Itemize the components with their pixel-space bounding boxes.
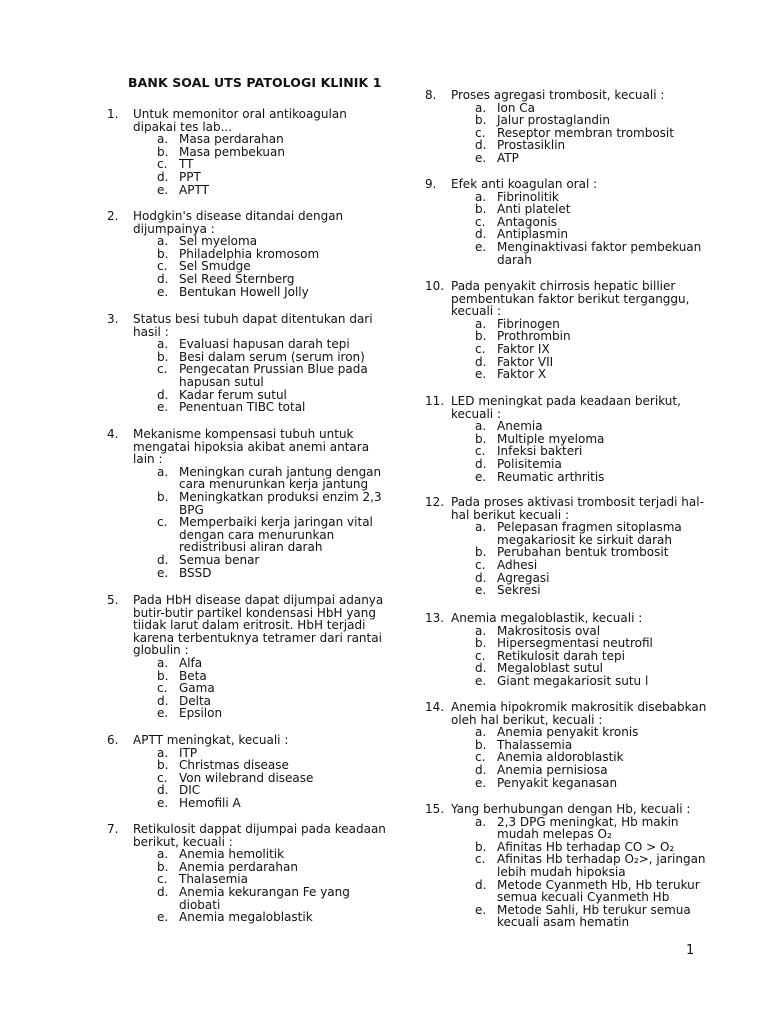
option-text: Gama (179, 681, 215, 696)
option-letter: e. (475, 239, 487, 254)
option-text: Meningkan curah jantung dengan cara menurunkan kerja jantung (179, 464, 382, 492)
option-letter: c. (475, 852, 486, 867)
option-text: ATP (497, 150, 519, 165)
option-text: Anemia penyakit kronis (497, 725, 639, 740)
option-letter: a. (157, 337, 169, 352)
option-text: Beta (179, 668, 207, 683)
question-text: LED meningkat pada keadaan berikut, kecuali : (451, 394, 681, 421)
option-letter: d. (475, 762, 487, 777)
option-text: Besi dalam serum (serum iron) (179, 349, 365, 364)
question-number: 5. (107, 593, 119, 607)
question-row (107, 734, 392, 747)
option-text: Sekresi (497, 583, 541, 598)
option-item (157, 707, 392, 720)
option-item (475, 816, 715, 841)
question-number: 15. (425, 802, 445, 816)
option-text: Memperbaiki kerja jaringan vital dengan cara menurunkan redistribusi aliran darah (179, 515, 373, 555)
question-text: Pada proses aktivasi trombosit terjadi hal-hal berikut kecuali : (451, 495, 704, 522)
option-item (157, 886, 392, 911)
question-number: 7. (107, 822, 119, 836)
question-number: 14. (425, 700, 445, 714)
option-item (157, 133, 392, 146)
question-number: 2. (107, 209, 119, 223)
option-text: Retikulosit darah tepi (497, 648, 625, 663)
option-text: Anemia aldoroblastik (497, 750, 624, 765)
option-text: ITP (179, 745, 198, 760)
question-row (107, 313, 392, 338)
option-letter: e. (475, 469, 487, 484)
option-item (157, 363, 392, 388)
option-item (475, 114, 715, 127)
option-letter: b. (157, 349, 169, 364)
option-letter: c. (475, 214, 486, 229)
option-text: Agregasi (497, 570, 550, 585)
option-letter: d. (475, 877, 487, 892)
option-item (157, 567, 392, 580)
option-item (157, 797, 392, 810)
option-letter: e. (157, 182, 169, 197)
option-item (157, 273, 392, 286)
option-text: Hemofili A (179, 795, 241, 810)
option-text: Ion Ca (497, 100, 536, 115)
option-letter: d. (157, 271, 169, 286)
option-letter: e. (157, 284, 169, 299)
option-letter: a. (475, 419, 487, 434)
question-15 (425, 803, 715, 929)
option-list (157, 657, 392, 720)
question-3 (107, 313, 392, 414)
option-text: Megaloblast sutul (497, 661, 603, 676)
option-text: Masa perdarahan (179, 132, 284, 147)
option-text: Prothrombin (497, 329, 571, 344)
option-text: Perubahan bentuk trombosit (497, 545, 669, 560)
option-letter: a. (157, 234, 169, 249)
option-letter: d. (475, 661, 487, 676)
option-text: Infeksi bakteri (497, 444, 583, 459)
option-letter: d. (475, 138, 487, 153)
option-list (475, 191, 715, 267)
option-list (475, 102, 715, 165)
question-number: 4. (107, 427, 119, 441)
option-letter: e. (475, 150, 487, 165)
option-list (475, 420, 715, 483)
option-letter: b. (475, 113, 487, 128)
option-list (157, 848, 392, 924)
question-text: Yang berhubungan dengan Hb, kecuali : (451, 802, 691, 816)
option-text: BSSD (179, 565, 212, 580)
option-text: Kadar ferum sutul (179, 387, 287, 402)
question-text: APTT meningkat, kecuali : (133, 733, 289, 747)
option-text: Philadelphia kromosom (179, 246, 320, 261)
question-row (425, 612, 715, 625)
option-text: Thalassemia (497, 737, 573, 752)
option-text: Masa pembekuan (179, 144, 285, 159)
question-13 (425, 612, 715, 688)
option-letter: c. (157, 259, 168, 274)
question-11 (425, 395, 715, 483)
question-2 (107, 210, 392, 298)
option-item (475, 420, 715, 433)
option-letter: a. (157, 464, 169, 479)
option-item (157, 759, 392, 772)
option-text: Reseptor membran trombosit (497, 125, 674, 140)
option-text: Adhesi (497, 557, 538, 572)
option-letter: c. (475, 444, 486, 459)
option-text: PPT (179, 169, 201, 184)
option-text: Hipersegmentasi neutrofil (497, 636, 653, 651)
option-item (475, 879, 715, 904)
option-letter: d. (157, 783, 169, 798)
option-list (475, 521, 715, 597)
option-item (475, 241, 715, 266)
page-number: 1 (686, 943, 695, 958)
option-letter: b. (157, 144, 169, 159)
option-text: Menginaktivasi faktor pembekuan darah (497, 239, 702, 267)
option-letter: b. (157, 246, 169, 261)
option-text: Polisitemia (497, 456, 562, 471)
option-item (157, 171, 392, 184)
option-letter: c. (475, 125, 486, 140)
option-letter: c. (157, 770, 168, 785)
option-list (475, 726, 715, 789)
option-letter: c. (157, 515, 168, 530)
question-number: 13. (425, 611, 445, 625)
option-text: TT (179, 157, 194, 172)
option-letter: e. (475, 583, 487, 598)
option-letter: e. (475, 673, 487, 688)
option-text: Jalur prostaglandin (497, 113, 610, 128)
question-14 (425, 701, 715, 789)
option-text: Afinitas Hb terhadap O₂>, jaringan lebih mudah hipoksia (497, 852, 706, 879)
question-row (107, 594, 392, 657)
option-item (475, 559, 715, 572)
option-text: Semua benar (179, 552, 260, 567)
option-text: Antiplasmin (497, 227, 569, 242)
option-text: Evaluasi hapusan darah tepi (179, 337, 350, 352)
option-text: Alfa (179, 655, 203, 670)
option-text: Anti platelet (497, 202, 571, 217)
option-letter: c. (475, 648, 486, 663)
question-4 (107, 428, 392, 579)
question-text: Retikulosit dappat dijumpai pada keadaan berikut, kecuali : (133, 822, 386, 849)
option-letter: c. (157, 362, 168, 377)
option-letter: e. (157, 795, 169, 810)
option-letter: a. (475, 100, 487, 115)
option-text: Christmas disease (179, 758, 289, 773)
option-text: Faktor VII (497, 354, 554, 369)
option-text: Anemia pernisiosa (497, 762, 608, 777)
option-item (157, 401, 392, 414)
option-item (157, 235, 392, 248)
option-list (475, 318, 715, 381)
option-letter: c. (157, 157, 168, 172)
option-text: Sel Reed Sternberg (179, 271, 295, 286)
question-text: Untuk memonitor oral antikoagulan dipakai tes lab... (133, 107, 347, 134)
option-letter: a. (475, 623, 487, 638)
question-text: Efek anti koagulan oral : (451, 177, 598, 191)
option-text: Makrositosis oval (497, 623, 601, 638)
document-title: BANK SOAL UTS PATOLOGI KLINIK 1 (128, 75, 382, 90)
option-text: Sel Smudge (179, 259, 251, 274)
option-item (475, 458, 715, 471)
option-item (475, 637, 715, 650)
question-text: Status besi tubuh dapat ditentukan dari hasil : (133, 312, 373, 339)
option-item (157, 657, 392, 670)
question-row (107, 823, 392, 848)
option-text: Epsilon (179, 706, 223, 721)
option-item (475, 777, 715, 790)
question-9 (425, 178, 715, 266)
option-letter: e. (475, 367, 487, 382)
question-number: 10. (425, 279, 445, 293)
option-letter: a. (157, 745, 169, 760)
option-text: Reumatic arthritis (497, 469, 605, 484)
option-letter: d. (157, 884, 169, 899)
question-10 (425, 280, 715, 381)
option-text: Faktor IX (497, 341, 550, 356)
option-text: Von wilebrand disease (179, 770, 314, 785)
option-item (475, 521, 715, 546)
question-number: 6. (107, 733, 119, 747)
option-letter: b. (475, 329, 487, 344)
option-text: Fibrinolitik (497, 189, 559, 204)
question-row (425, 178, 715, 191)
question-row (107, 210, 392, 235)
option-text: Bentukan Howell Jolly (179, 284, 309, 299)
option-letter: d. (475, 570, 487, 585)
option-letter: d. (157, 693, 169, 708)
option-text: Antagonis (497, 214, 558, 229)
option-letter: c. (157, 872, 168, 887)
option-item (475, 764, 715, 777)
option-text: APTT (179, 182, 209, 197)
option-letter: d. (157, 387, 169, 402)
option-text: Giant megakariosit sutu l (497, 673, 649, 688)
option-text: Sel myeloma (179, 234, 258, 249)
option-item (157, 554, 392, 567)
option-text: 2,3 DPG meningkat, Hb makin mudah melepas O₂ (497, 814, 679, 842)
option-letter: a. (157, 132, 169, 147)
question-number: 1. (107, 107, 119, 121)
option-item (157, 466, 392, 491)
option-text: Metode Cyanmeth Hb, Hb terukur semua kecuali Cyanmeth Hb (497, 877, 700, 905)
option-text: Multiple myeloma (497, 431, 605, 446)
question-text: Proses agregasi trombosit, kecuali : (451, 88, 665, 102)
option-letter: b. (157, 859, 169, 874)
question-6 (107, 734, 392, 810)
option-text: Prostasiklin (497, 138, 566, 153)
option-letter: b. (475, 202, 487, 217)
option-letter: c. (157, 681, 168, 696)
option-letter: b. (475, 839, 487, 854)
option-text: Pelepasan fragmen sitoplasma megakariosit ke sirkuit darah (497, 520, 682, 547)
option-text: Penyakit keganasan (497, 775, 618, 790)
option-letter: b. (157, 668, 169, 683)
option-list (157, 747, 392, 810)
option-letter: d. (475, 227, 487, 242)
option-letter: c. (475, 341, 486, 356)
option-letter: d. (475, 354, 487, 369)
question-7 (107, 823, 392, 924)
question-row (425, 803, 715, 816)
option-item (475, 368, 715, 381)
question-12 (425, 496, 715, 597)
option-list (157, 466, 392, 579)
option-item (475, 471, 715, 484)
option-item (475, 726, 715, 739)
question-row (425, 395, 715, 420)
option-letter: c. (475, 557, 486, 572)
option-letter: b. (475, 545, 487, 560)
option-letter: e. (157, 400, 169, 415)
option-letter: b. (475, 636, 487, 651)
question-text: Anemia megaloblastik, kecuali : (451, 611, 643, 625)
option-letter: b. (475, 431, 487, 446)
question-8 (425, 89, 715, 165)
question-number: 12. (425, 495, 445, 509)
question-row (107, 428, 392, 466)
question-row (425, 701, 715, 726)
option-item (475, 343, 715, 356)
question-1 (107, 108, 392, 196)
option-letter: d. (475, 456, 487, 471)
option-text: Delta (179, 693, 212, 708)
option-text: DIC (179, 783, 201, 798)
option-letter: a. (475, 520, 487, 535)
option-text: Anemia perdarahan (179, 859, 298, 874)
question-number: 9. (425, 177, 437, 191)
option-text: Faktor X (497, 367, 547, 382)
option-list (157, 235, 392, 298)
option-letter: a. (475, 316, 487, 331)
option-letter: e. (157, 565, 169, 580)
option-item (157, 491, 392, 516)
option-item (157, 516, 392, 554)
option-list (157, 338, 392, 414)
option-letter: d. (157, 169, 169, 184)
option-item (157, 911, 392, 924)
option-letter: b. (475, 737, 487, 752)
option-item (157, 184, 392, 197)
option-item (475, 152, 715, 165)
option-text: Fibrinogen (497, 316, 560, 331)
option-item (475, 203, 715, 216)
option-item (157, 848, 392, 861)
option-text: Penentuan TIBC total (179, 400, 306, 415)
question-5 (107, 594, 392, 720)
option-item (475, 904, 715, 929)
option-text: Anemia hemolitik (179, 847, 285, 862)
option-item (475, 584, 715, 597)
option-letter: b. (157, 489, 169, 504)
option-text: Metode Sahli, Hb terukur semua kecuali asam hematin (497, 902, 691, 930)
option-text: Anemia kekurangan Fe yang diobati (179, 884, 350, 912)
question-row (425, 496, 715, 521)
option-item (157, 286, 392, 299)
option-letter: e. (475, 775, 487, 790)
option-letter: c. (475, 750, 486, 765)
option-text: Anemia megaloblastik (179, 910, 313, 925)
option-text: Pengecatan Prussian Blue pada hapusan sutul (179, 362, 368, 389)
option-letter: e. (157, 706, 169, 721)
option-item (475, 853, 715, 878)
option-text: Anemia (497, 419, 543, 434)
option-list (157, 133, 392, 196)
option-list (475, 625, 715, 688)
option-item (157, 338, 392, 351)
option-text: Meningkatkan produksi enzim 2,3 BPG (179, 489, 382, 517)
option-letter: a. (475, 189, 487, 204)
option-letter: a. (475, 814, 487, 829)
question-text: Pada penyakit chirrosis hepatic billier pembentukan faktor berikut terganggu, kecuali : (451, 279, 690, 319)
option-letter: a. (157, 847, 169, 862)
question-text: Anemia hipokromik makrositik disebabkan oleh hal berikut, kecuali : (451, 700, 707, 727)
option-letter: a. (475, 725, 487, 740)
option-text: Afinitas Hb terhadap CO > O₂ (497, 839, 675, 854)
question-row (425, 89, 715, 102)
question-text: Pada HbH disease dapat dijumpai adanya butir-butir partikel kondensasi HbH yang tiidak larut dalam eritrosit. HbH terjadi karena terbentuknya tetramer dari rantai globulin : (133, 593, 384, 658)
option-item (475, 675, 715, 688)
option-letter: d. (157, 552, 169, 567)
option-letter: a. (157, 655, 169, 670)
option-letter: e. (157, 910, 169, 925)
option-letter: b. (157, 758, 169, 773)
question-number: 8. (425, 88, 437, 102)
question-text: Mekanisme kompensasi tubuh untuk mengatai hipoksia akibat anemi antara lain : (133, 427, 370, 467)
question-text: Hodgkin's disease ditandai dengan dijumpainya : (133, 209, 344, 236)
question-number: 3. (107, 312, 119, 326)
option-list (475, 816, 715, 929)
option-item (157, 682, 392, 695)
option-letter: e. (475, 902, 487, 917)
question-row (107, 108, 392, 133)
question-number: 11. (425, 394, 445, 408)
option-text: Thalasemia (179, 872, 248, 887)
question-row (425, 280, 715, 318)
